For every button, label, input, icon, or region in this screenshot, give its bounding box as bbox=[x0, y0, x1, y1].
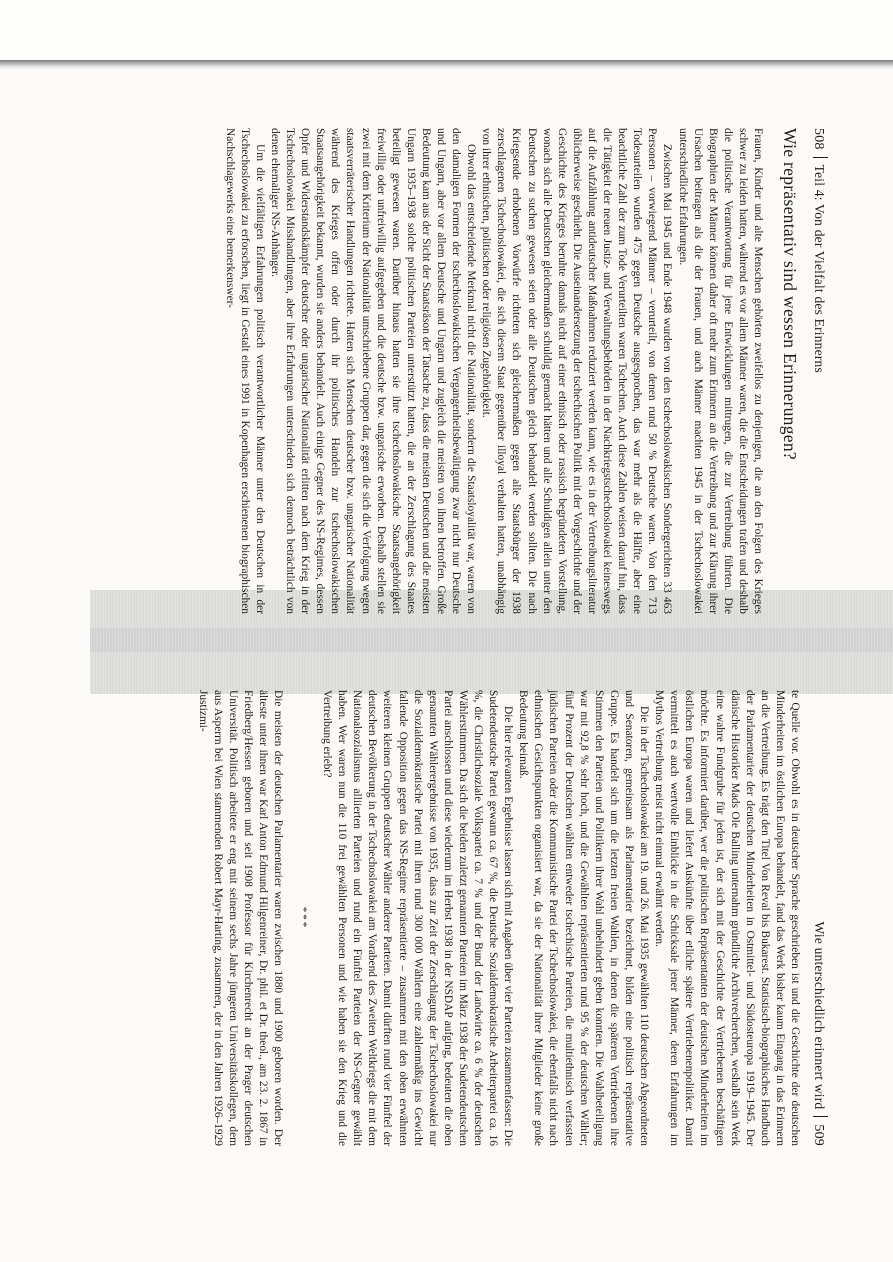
section-break: *** bbox=[297, 906, 309, 930]
right-page bbox=[58, 690, 830, 1146]
left-running-title: Teil 4: Von der Vielfalt des Erinnerns bbox=[812, 164, 827, 373]
right-paragraph-2: Die in der Tschechoslowakei am 19. und 26. Mai 1935 gewählten 110 deutschen Abgeordneten und Senatoren, gemeinsam als Parlamentarier bezeichnet, bilden eine politisch repräsentative Gruppe. Es handelt sich um die letzten freien Wahlen, in denen die späteren Vertriebenen ihre Stimmen den Parteien und Politikern ihrer Wahl unbehindert geben konnten. Die Wahlbeteiligung war mit 92,8 % sehr hoch, und die Gewählten repräsentierten rund 95 % der deutschen Wähler; fünf Prozent der Deutschen wählten entweder tschechische Parteien, die multiethnisch verfassten jüdischen Parteien oder die Kommunistische Partei der Tschechoslowakei, die ebenfalls nicht nach ethnischen Gesichtspunkten organisiert war, da sie der Nationalität ihrer Mitglieder keine große Bedeutung beimaß. bbox=[517, 690, 651, 1146]
left-body-text bbox=[222, 128, 765, 614]
left-page-number: 508 bbox=[811, 128, 826, 150]
left-paragraph-4: Um die vielfältigen Erfahrungen politisch verantwortlicher Männer unter den Deutschen in der Tschechoslowakei zu erforschen, liegt in Gestalt eines 1991 in Kopenhagen erschienenen biographischen Nachschlagewerks eine bemerkenswer- bbox=[223, 128, 266, 614]
right-page-number: 509 bbox=[811, 1124, 826, 1146]
right-running-head bbox=[808, 690, 830, 1146]
right-paragraph-4: Die meisten der deutschen Parlamentarier waren zwischen 1880 und 1900 geboren worden. Der älteste unter ihnen war Karl Anton Edmund Hilgenreiner, Dr. phil. et Dr. theol., am 23. 2. 1867 in Friedberg/Hessen geboren und seit 1908 Professor für Kirchenrecht an der Prager deutschen Universität. Politisch arbeitete er eng mit seinem sechs Jahre jüngeren Universitätskollegen, dem aus Asperrn bei Wien stammenden Robert Mayr-Harting, zusammen, der in den Jahren 1926–1929 Justizmi- bbox=[196, 690, 284, 1146]
scan-top-edge bbox=[0, 60, 893, 70]
section-heading: Wie repräsentativ sind wessen Erinnerungen? bbox=[780, 128, 800, 460]
left-paragraph-1: Frauen, Kinder und alte Menschen gehörten zweifellos zu denjenigen, die an den Folgen des Krieges schwer zu leiden hatten, während es vor allem Männer waren, die die Entscheidungen trafen und deshalb die politische Verantwortung für jene Entwicklungen mittrugen, die zur Vertreibung führten. Die Biographien der Männer können daher oft mehr zum Erinnern an die Vertreibung und zur Klärung ihrer Ursachen beitragen als die der Frauen, und auch Männer machten 1945 in der Tschechoslowakei unterschiedliche Erfahrungen. bbox=[676, 128, 764, 614]
right-paragraph-3: Die hier relevanten Ergebnisse lassen sich mit Angaben über vier Parteien zusammenfassen: Die Sudetendeutsche Partei gewann ca. 67 %, die Deutsche Sozialdemokratische Arbeiterpartei ca. 16 %, die Christlichsoziale Volkspartei ca. 7 % und der Bund der Landwirte ca. 6 % der deutschen Wählerstimmen. Da sich die beiden zuletzt genannten Parteien im März 1938 der Sudetendeutschen Partei anschlossen und diese wiederum im Herbst 1938 in der NSDAP aufging, bedeuten die oben genannten Wählerergebnisse von 1935, dass zur Zeit der Zerschlagung der Tschechoslowakei nur die Sozialdemokratische Partei mit ihren rund 300 000 Wählern eine zahlenmäßig ins Gewicht fallende Opposition gegen das NS-Regime repräsentierte – zusammen mit den oben erwähnten weiteren kleinen Gruppen deutscher Wähler anderer Parteien. Damit dürften rund vier Fünftel der deutschen Bevölkerung in der Tschechoslowakei am Vorabend des Zweiten Weltkriegs die mit dem Nationalsozialismus alliierten Parteien und rund ein Fünftel Parteien der NS-Gegner gewählt haben. Wer waren nun die 110 frei gewählten Personen und wie haben sie den Krieg und die Vertreibung erlebt? bbox=[321, 690, 515, 1146]
right-paragraph-1: te Quelle vor. Obwohl es in deutscher Sprache geschrieben ist und die Geschichte der deutschen Minderheiten im östlichen Europa behandelt, fand das Werk bisher kaum Eingang in das Erinnern an die Vertreibung. Es trägt den Titel Von Reval bis Bukarest. Statistisch-biographisches Handbuch der Parlamentarier der deutschen Minderheiten in Ostmittel- und Südosteuropa 1919–1945. Der dänische Historiker Mads Ole Balling unternahm gründliche Archivrecherchen, weshalb sein Werk eine wahre Fundgrube für jeden ist, der sich mit der Geschichte der Vertriebenen beschäftigen möchte. Es informiert darüber, wer die politischen Repräsentanten der deutschen Minderheiten im östlichen Europa waren und liefert Auskünfte über etliche spätere Vertriebenenpolitiker. Damit vermittelt es auch wertvolle Einblicke in die Schicksale jener Männer, deren Erfahrungen im Mythos Vertreibung meist nicht einmal erwähnt werden. bbox=[653, 690, 801, 1146]
left-running-head bbox=[808, 128, 830, 614]
left-page bbox=[58, 128, 830, 614]
left-paragraph-2: Zwischen Mai 1945 und Ende 1948 wurden von den tschechoslowakischen Sondergerichten 33 463 Personen – vorwiegend Männer – verurteilt, von denen rund 50 % Deutsche waren. Von den 713 Todesurteilen wurden 475 gegen Deutsche ausgesprochen, das war mehr als die Hälfte, aber eine beachtliche Zahl der zum Tode Verurteilten waren Tschechen. Auch diese Zahlen weisen darauf hin, dass die Tätigkeit der neuen Justiz- und Verwaltungsbehörden in der Nachkriegstschechoslowakei keineswegs auf die Aufzählung antideutscher Maßnahmen reduziert werden kann, wie es in der Vertreibungsliteratur üblicherweise geschieht. Die Auseinandersetzung der tschechischen Politik mit der Vorgeschichte und der Geschichte des Krieges beruhte damals nicht auf einer ethnisch oder rassisch begründeten Vorstellung, wonach sich alle Deutschen gleichermaßen schuldig gemacht hätten und alle Schuldigen allein unter den Deutschen zu suchen gewesen seien oder alle Deutschen gleich behandelt werden sollten. Die nach Kriegsende erhobenen Vorwürfe richteten sich gleichermaßen gegen alle Staatsbürger der 1938 zerschlagenen Tschechoslowakei, die sich diesem Staat gegenüber illoyal verhalten hatten, unabhängig von ihrer ethnischen, politischen oder religiösen Zugehörigkeit. bbox=[480, 128, 674, 614]
left-paragraph-3: Obwohl das entscheidende Merkmal nicht die Nationalität, sondern die Staatsloyalität war, waren von den damaligen Formen der tschechoslowakischen Vergangenheitsbewältigung zwar nicht nur Deutsche und Ungarn, aber vor allem Deutsche und Ungarn und zugleich die meisten von ihnen betroffen. Große Bedeutung kam aus der Sicht der Staatsräson der Tatsache zu, dass die meisten Deutschen und die meisten Ungarn 1935–1938 solche politischen Parteien unterstützt hatten, die an der Zerschlagung des Staates beteiligt gewesen waren. Darüber hinaus hatten sie ihre tschechoslowakische Staatsangehörigkeit freiwillig oder unfreiwillig aufgegeben und die deutsche bzw. ungarische erworben. Deshalb stellen sie zwei mit dem Kriterium der Nationalität umschriebene Gruppen dar, gegen die sich die Verfolgung wegen staatsverräterischer Handlungen richtete. Hatten sich Menschen deutscher bzw. ungarischer Nationalität während des Krieges offen oder durch ihr politisches Handeln zur tschechoslowakischen Staatsangehörigkeit bekannt, wurden sie anders behandelt. Auch einige Gegner des NS-Regimes, dessen Opfer und Widerstandskämpfer deutscher oder ungarischer Nationalität erlitten nach dem Krieg in der Tschechoslowakei Misshandlungen, aber ihre Erfahrungen unterschieden sich dennoch beträchtlich von denen ehemaliger NS-Anhänger. bbox=[269, 128, 478, 614]
right-body-text bbox=[194, 690, 802, 1146]
running-head-separator bbox=[813, 1116, 828, 1117]
right-running-title: Wie unterschiedlich erinnert wird bbox=[812, 921, 827, 1110]
running-head-separator bbox=[813, 157, 828, 158]
